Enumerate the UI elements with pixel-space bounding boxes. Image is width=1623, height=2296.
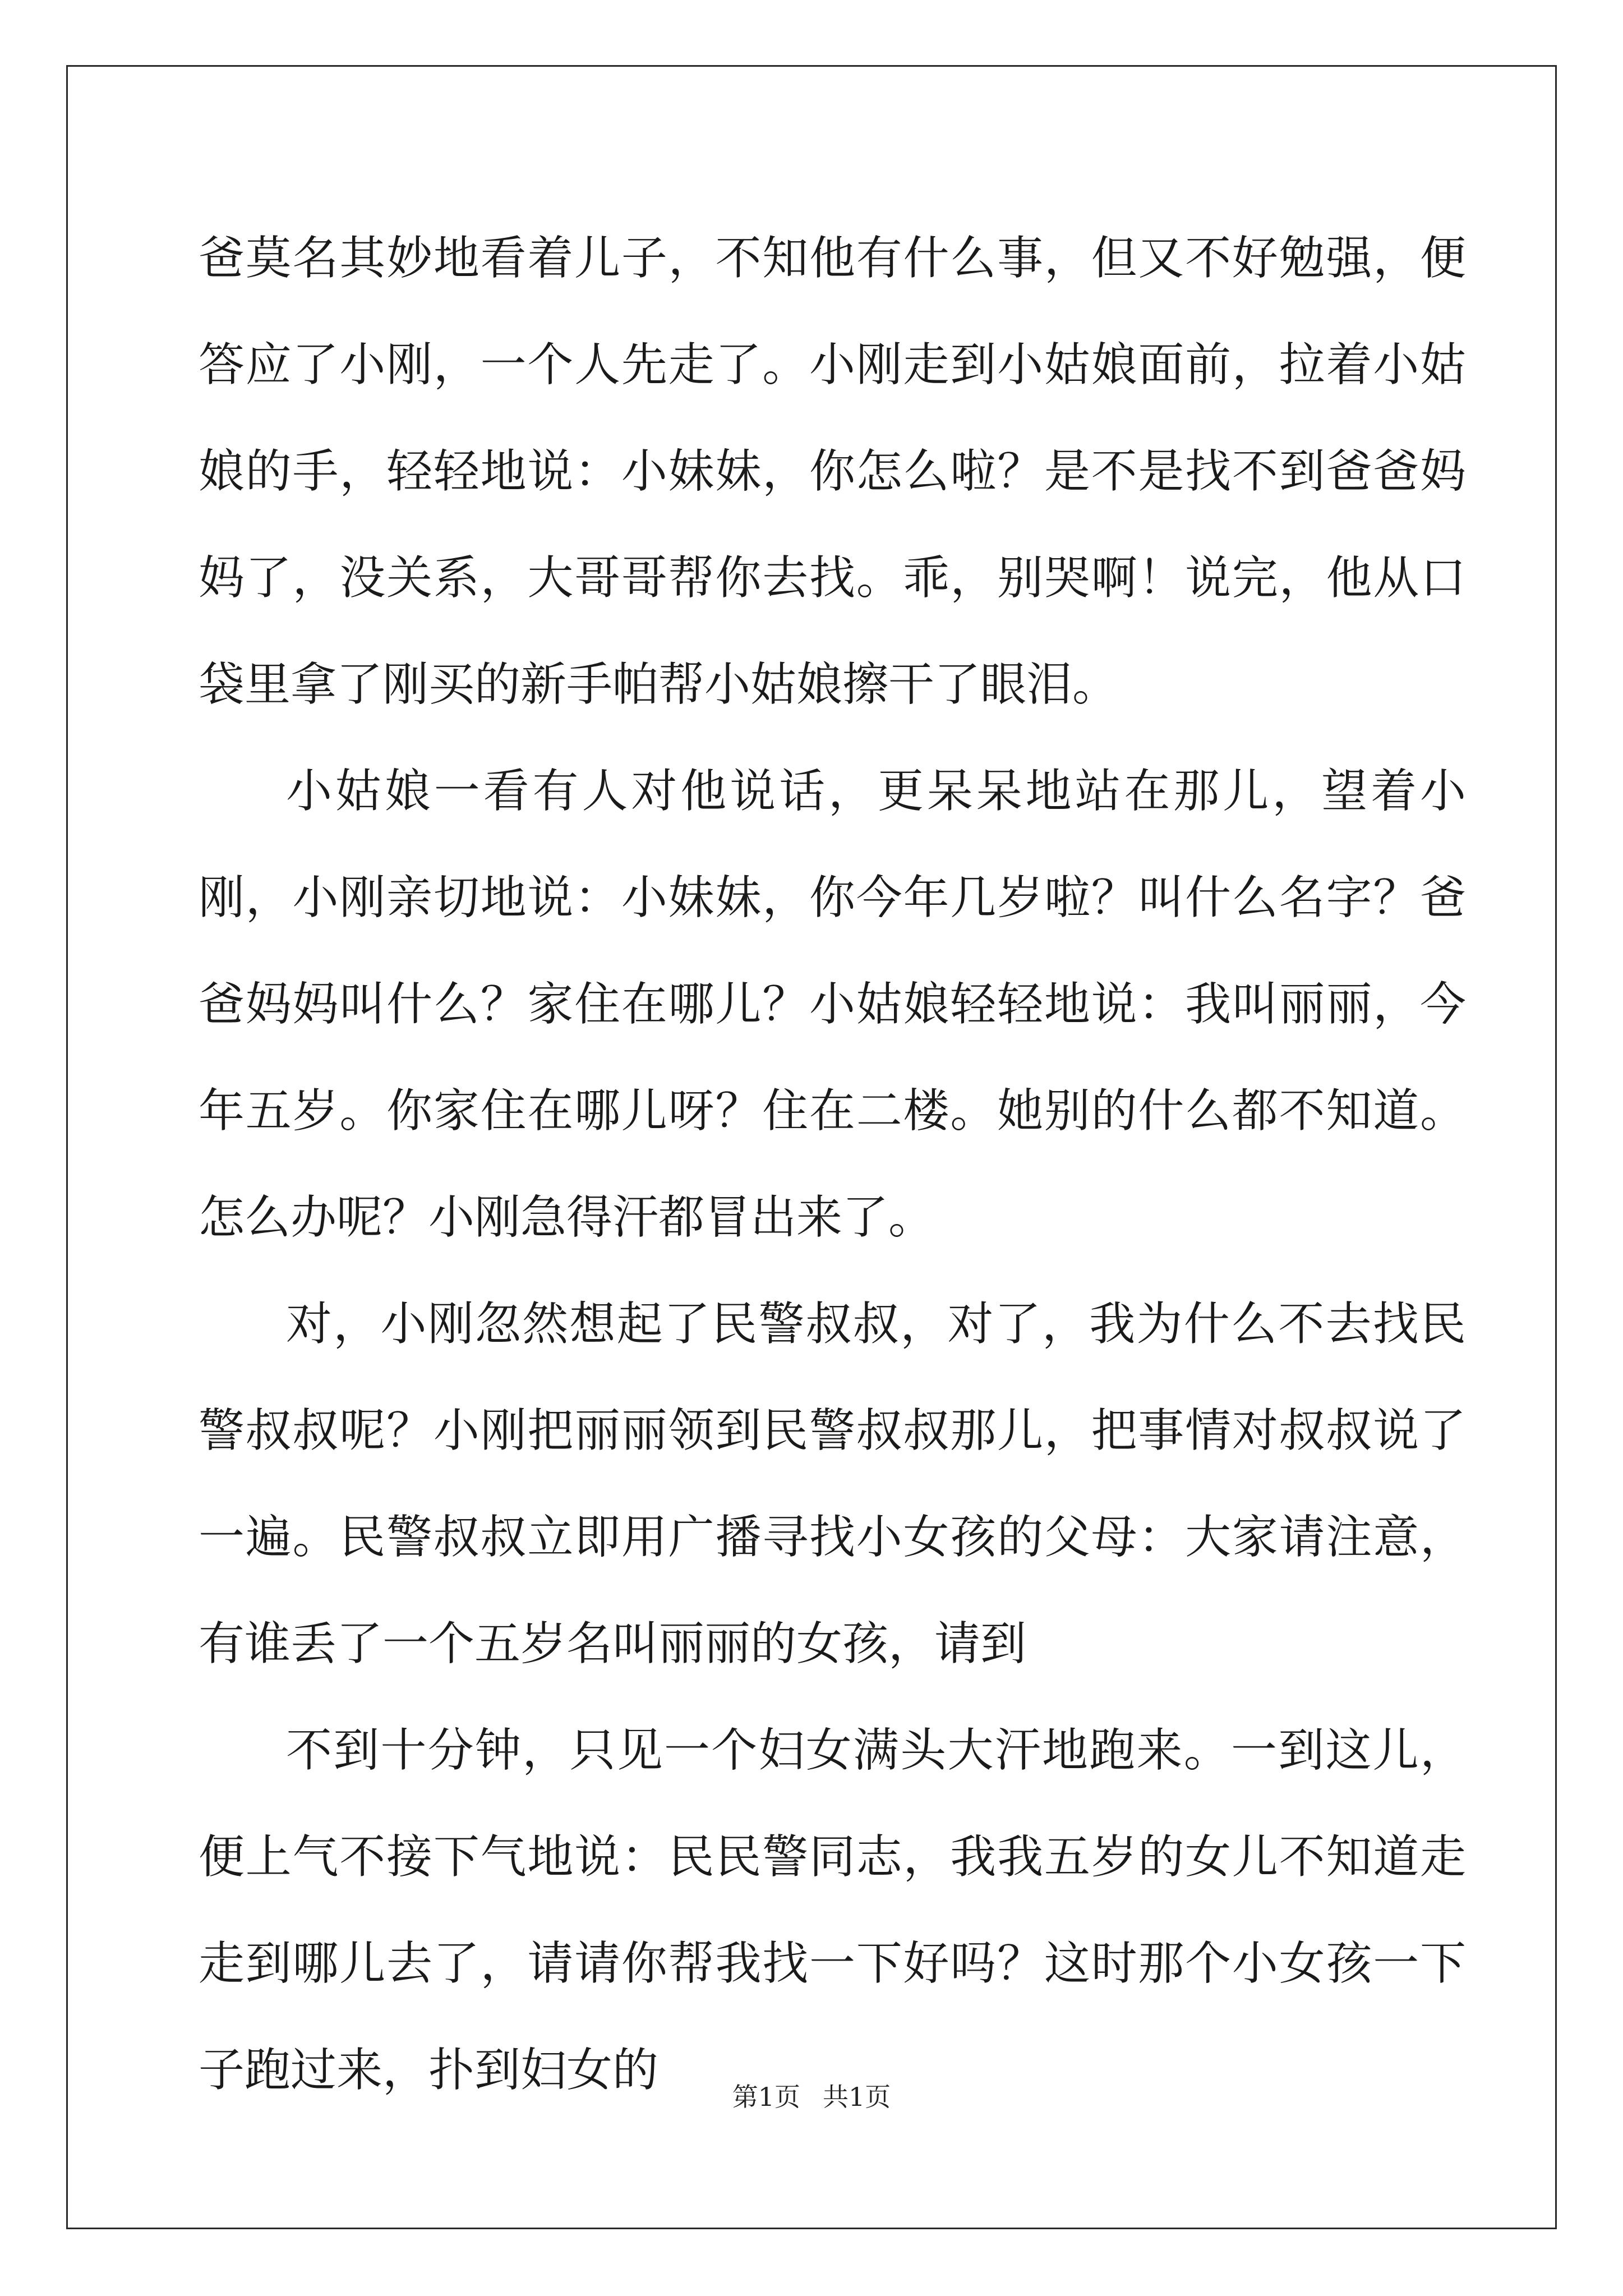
paragraph-4: 不到十分钟，只见一个妇女满头大汗地跑来。一到这儿，便上气不接下气地说：民民警同志，我我五岁的女儿不知道走走到哪儿去了，请请你帮我找一下好吗？这时那个小女孩一下子跑过来，扑到妇女的 bbox=[199, 1724, 1466, 2097]
paragraph-1: 爸莫名其妙地看着儿子，不知他有什么事，但又不好勉强，便答应了小刚，一个人先走了。小刚走到小姑娘面前，拉着小姑娘的手，轻轻地说：小妹妹，你怎么啦？是不是找不到爸爸妈妈了，没关系，大哥哥帮你去找。乖，别哭啊！说完，他从口袋里拿了刚买的新手帕帮小姑娘擦干了眼泪。 bbox=[199, 232, 1466, 711]
paragraph-2: 小姑娘一看有人对他说话，更呆呆地站在那儿，望着小刚，小刚亲切地说：小妹妹，你今年几岁啦？叫什么名字？爸爸妈妈叫什么？家住在哪儿？小姑娘轻轻地说：我叫丽丽，今年五岁。你家住在哪儿呀？住在二楼。她别的什么都不知道。怎么办呢？小刚急得汗都冒出来了。 bbox=[199, 765, 1466, 1244]
document-body bbox=[199, 205, 1466, 2124]
page-total: 共1页 bbox=[823, 2082, 891, 2112]
page-number: 第1页 bbox=[732, 2082, 800, 2112]
page-footer bbox=[0, 2077, 1623, 2114]
paragraph-3: 对，小刚忽然想起了民警叔叔，对了，我为什么不去找民警叔叔呢？小刚把丽丽领到民警叔叔那儿，把事情对叔叔说了一遍。民警叔叔立即用广播寻找小女孩的父母：大家请注意，有谁丢了一个五岁名叫丽丽的女孩，请到 bbox=[199, 1297, 1466, 1671]
